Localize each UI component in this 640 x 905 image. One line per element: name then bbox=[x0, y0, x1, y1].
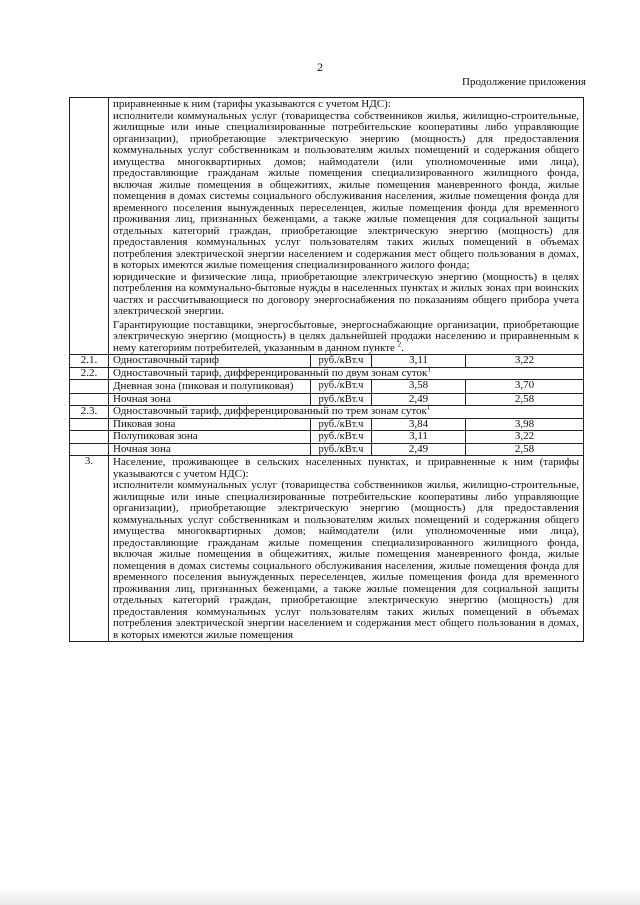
intro-paragraph-1: приравненные к ним (тарифы указываются с учетом НДС): bbox=[113, 98, 391, 110]
tariff-value-2: 3,70 bbox=[466, 380, 584, 394]
table-row-intro bbox=[70, 98, 584, 355]
tariff-group-title-text: Одноставочный тариф, дифференцированный по трем зонам суток bbox=[113, 405, 427, 417]
tariff-name: Пиковая зона bbox=[109, 418, 311, 431]
page-number: 2 bbox=[317, 60, 323, 74]
intro-text-cell bbox=[109, 98, 584, 355]
tariff-value-2: 3,98 bbox=[466, 418, 584, 431]
row-number-cell bbox=[70, 418, 109, 431]
intro-paragraph-3: юридические и физические лица, приобретающие электрическую энергию (мощность) в целях потребления на коммунально-бытовые нужды в населенных пунктах и жилых зонах при воинских частях и рассчитывающиеся по договору энергоснабжения по показаниям общего прибора учета электрической энергии. bbox=[113, 270, 579, 317]
section-3-paragraph-2: исполнители коммунальных услуг (товарищества собственников жилья, жилищно-строительные, жилищные или иные специализированные потребительские кооперативы либо управляющие организации), приобретающие электрическую энергию (мощность) для предоставления коммунальных услуг собственникам и пользователям жилых помещений и содержания общего имущества многоквартирных домов; наймодатели (или уполномоченные ими лица), предоставляющие гражданам жилые помещения специализированного жилищного фонда, включая жилые помещения в общежитиях, жилые помещения маневренного фонда, жилые помещения в домах системы социального обслуживания населения, жилые помещения фонда для временного поселения вынужденных переселенцев, жилые помещения фонда для временного проживания лиц, признанных беженцами, а также жилые помещения для социальной защиты отдельных категорий граждан, приобретающие электрическую энергию (мощность) для предоставления коммунальных услуг пользователям таких жилых помещений в объемах потребления электрической энергии населением и содержания мест общего пользования в домах, в которых имеются жилые помещения bbox=[113, 479, 579, 641]
tariff-unit: руб./кВт.ч bbox=[311, 418, 372, 431]
tariff-value-1: 3,11 bbox=[372, 431, 466, 444]
footnote-mark: 1 bbox=[426, 403, 431, 412]
tariff-group-title bbox=[109, 403, 584, 419]
tariff-name: Одноставочный тариф bbox=[109, 355, 311, 368]
table-row-2-2 bbox=[70, 367, 584, 380]
table-row-2-3-night bbox=[70, 443, 584, 456]
row-number-cell bbox=[70, 431, 109, 444]
table-row-3 bbox=[70, 456, 584, 642]
section-3-text-cell bbox=[109, 456, 584, 642]
tariff-value-1: 3,11 bbox=[372, 355, 466, 368]
tariff-value-1: 3,84 bbox=[372, 418, 466, 431]
continuation-label: Продолжение приложения bbox=[462, 76, 586, 88]
intro-paragraph-4-text: Гарантирующие поставщики, энергосбытовые, энергоснабжающие организации, приобретающие электрическую энергию (мощность) в целях дальнейшей продажи населению и приравненным к нему категориям потребителей, указанным в данном пункте bbox=[113, 318, 579, 354]
tariff-name: Дневная зона (пиковая и полупиковая) bbox=[109, 380, 311, 394]
tariff-name: Ночная зона bbox=[109, 393, 311, 406]
intro-paragraph-4: Гарантирующие поставщики, энергосбытовые, энергоснабжающие организации, приобретающие электрическую энергию (мощность) в целях дальнейшей продажи населению и приравненным к нему категориям потребителей, указанным в данном пункте $^2$. bbox=[113, 318, 579, 354]
tariff-group-title-text: Одноставочный тариф, дифференцированный по двум зонам суток bbox=[113, 366, 428, 379]
tariff-group-title bbox=[109, 364, 584, 380]
tariff-unit: руб./кВт.ч bbox=[311, 393, 372, 406]
row-number: 2.3. bbox=[70, 406, 109, 419]
tariff-unit: руб./кВт.ч bbox=[311, 443, 372, 456]
row-number-cell bbox=[70, 443, 109, 456]
footnote-mark: 2 bbox=[397, 339, 402, 348]
row-number-cell bbox=[70, 380, 109, 394]
footnote-mark: 1 bbox=[427, 364, 431, 373]
row-number: 2.2. bbox=[70, 367, 109, 380]
table-row-2-3-peak bbox=[70, 418, 584, 431]
table-row-2-2-day bbox=[70, 380, 584, 394]
tariff-value-2: 2,58 bbox=[466, 393, 584, 406]
tariff-unit: руб./кВт.ч bbox=[311, 431, 372, 444]
tariff-value-1: 2,49 bbox=[372, 393, 466, 406]
row-number-cell bbox=[70, 393, 109, 406]
table-row-2-1 bbox=[70, 355, 584, 368]
row-number: 3. bbox=[70, 456, 109, 642]
table-row-2-3 bbox=[70, 406, 584, 419]
row-number: 2.1. bbox=[70, 355, 109, 368]
table-row-2-3-halfpeak bbox=[70, 431, 584, 444]
tariff-value-1: 2,49 bbox=[372, 443, 466, 456]
tariff-table bbox=[69, 97, 584, 642]
scan-bottom-edge bbox=[0, 890, 640, 905]
tariff-value-2: 2,58 bbox=[466, 443, 584, 456]
tariff-name: Полупиковая зона bbox=[109, 431, 311, 444]
section-3-paragraph-1: Население, проживающее в сельских населенных пунктах, и приравненные к ним (тарифы указываются с учетом НДС): bbox=[113, 456, 579, 480]
row-number-cell bbox=[70, 98, 109, 355]
tariff-name: Ночная зона bbox=[109, 443, 311, 456]
table-row-2-2-night bbox=[70, 393, 584, 406]
intro-paragraph-2: исполнители коммунальных услуг (товарищества собственников жилья, жилищно-строительные, жилищные или иные специализированные потребительские кооперативы либо управляющие организации), приобретающие электрическую энергию (мощность) для предоставления коммунальных услуг собственникам и пользователям жилых помещений и содержания общего имущества многоквартирных домов; наймодатели (или уполномоченные ими лица), предоставляющие гражданам жилые помещения специализированного жилищного фонда, включая жилые помещения в общежитиях, жилые помещения маневренного фонда, жилые помещения в домах системы социального обслуживания населения, жилые помещения фонда для временного поселения вынужденных переселенцев, жилые помещения фонда для временного проживания лиц, признанных беженцами, а также жилые помещения для социальной защиты отдельных категорий граждан, приобретающие электрическую энергию (мощность) для предоставления коммунальных услуг пользователям таких жилых помещений в объемах потребления электрической энергии населением и содержания мест общего пользования в домах, в которых имеются жилые помещения специализированного жилого фонда; bbox=[113, 109, 579, 271]
tariff-unit: руб./кВт.ч bbox=[311, 355, 372, 368]
tariff-value-2: 3,22 bbox=[466, 355, 584, 368]
tariff-value-1: 3,58 bbox=[372, 380, 466, 394]
tariff-value-2: 3,22 bbox=[466, 431, 584, 444]
tariff-unit: руб./кВт.ч bbox=[311, 380, 372, 394]
